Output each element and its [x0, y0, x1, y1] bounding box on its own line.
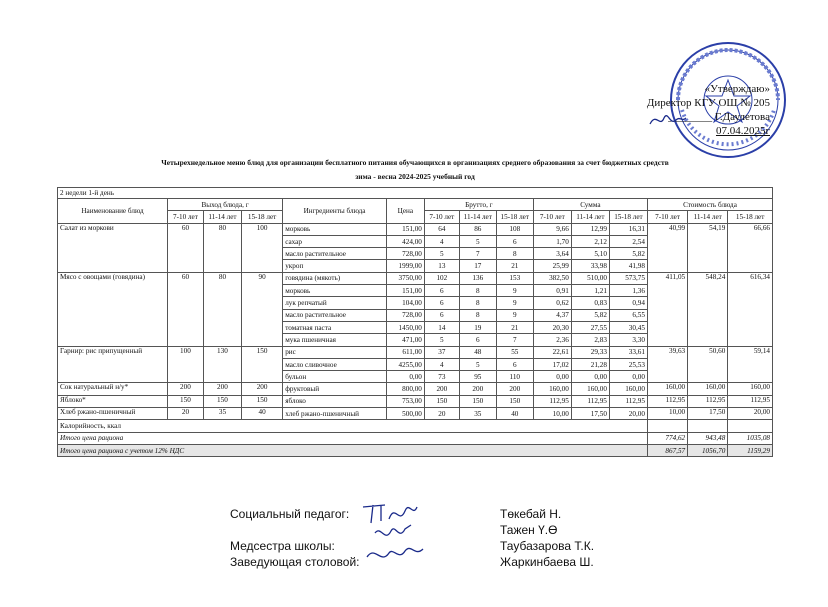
brutto-value: 19: [459, 321, 496, 333]
dish-cost: 10,00: [647, 408, 687, 420]
dish-name: Мясо с овощами (говядина): [58, 272, 168, 346]
sig-role-canteen: Заведующая столовой:: [230, 555, 360, 569]
header-brutto: Брутто, г: [424, 199, 533, 211]
ingredient-price: 728,00: [386, 248, 424, 260]
calories-value: [688, 420, 728, 432]
sum-value: 510,00: [571, 272, 609, 284]
ingredient: рис: [283, 346, 387, 358]
ingredient-price: 424,00: [386, 235, 424, 247]
sum-value: 25,99: [533, 260, 571, 272]
table-row: [58, 346, 773, 358]
ingredient: морковь: [283, 285, 387, 297]
brutto-value: 4: [424, 358, 459, 370]
brutto-value: 153: [496, 272, 533, 284]
dish-output: 80: [203, 223, 241, 272]
dish-cost: 160,00: [688, 383, 728, 395]
calories-row: [58, 420, 773, 432]
header-price: Цена: [386, 199, 424, 224]
dish-cost: 39,63: [647, 346, 687, 383]
dish-output: 150: [241, 395, 282, 407]
ingredient: масло растительное: [283, 309, 387, 321]
brutto-value: 200: [424, 383, 459, 395]
dish-output: 130: [203, 346, 241, 383]
dish-cost: 160,00: [728, 383, 773, 395]
sum-value: 112,95: [609, 395, 647, 407]
sum-value: 0,00: [533, 371, 571, 383]
brutto-value: 6: [424, 297, 459, 309]
dish-name: Сок натуральный н/у*: [58, 383, 168, 395]
approval-date: 07.04.2025г: [715, 125, 770, 137]
dish-output: 150: [241, 346, 282, 383]
sum-value: 4,37: [533, 309, 571, 321]
ingredient: томатная паста: [283, 321, 387, 333]
ingredient-price: 471,00: [386, 334, 424, 346]
sum-value: 160,00: [571, 383, 609, 395]
header-dish: Наименование блюд: [58, 199, 168, 224]
brutto-value: 5: [459, 235, 496, 247]
brutto-value: 6: [424, 309, 459, 321]
dish-output: 35: [203, 408, 241, 420]
dish-output: 100: [241, 223, 282, 272]
brutto-value: 9: [496, 297, 533, 309]
ingredient-price: 753,00: [386, 395, 424, 407]
sum-value: 29,33: [571, 346, 609, 358]
dish-output: 200: [167, 383, 203, 395]
dish-output: 100: [167, 346, 203, 383]
sum-value: 33,61: [609, 346, 647, 358]
director-signature: [648, 110, 688, 130]
dish-output: 40: [241, 408, 282, 420]
sig-name-social-2: Тажен Ү.Ө: [500, 523, 558, 537]
total-row: [58, 432, 773, 444]
brutto-value: 110: [496, 371, 533, 383]
sum-value: 33,98: [571, 260, 609, 272]
ingredient-price: 151,00: [386, 223, 424, 235]
brutto-value: 37: [424, 346, 459, 358]
sum-value: 17,50: [571, 408, 609, 420]
sig-name-nurse: Таубазарова Т.К.: [500, 539, 595, 553]
total-vat-value: 1056,70: [688, 444, 728, 456]
sum-value: 112,95: [533, 395, 571, 407]
sum-value: 2,12: [571, 235, 609, 247]
dish-cost: 20,00: [728, 408, 773, 420]
header-age: 11-14 лет: [688, 211, 728, 223]
header-age: 11-14 лет: [459, 211, 496, 223]
handwritten-signatures: [355, 495, 445, 575]
document-title: Четырехнедельное меню блюд для организации бесплатного питания обучающихся в организациях среднего образования за счет бюджетных средств: [161, 158, 669, 167]
sum-value: 112,95: [571, 395, 609, 407]
brutto-value: 8: [459, 285, 496, 297]
sum-value: 25,53: [609, 358, 647, 370]
brutto-value: 8: [459, 297, 496, 309]
header-age: 15-18 лет: [609, 211, 647, 223]
ingredient: говядина (мякоть): [283, 272, 387, 284]
brutto-value: 21: [496, 321, 533, 333]
sum-value: 2,83: [571, 334, 609, 346]
menu-table-body: [58, 188, 773, 457]
ingredient-price: 151,00: [386, 285, 424, 297]
sig-role-social: Социальный педагог:: [230, 507, 350, 521]
sum-value: 1,36: [609, 285, 647, 297]
brutto-value: 21: [496, 260, 533, 272]
sum-value: 20,00: [609, 408, 647, 420]
ingredient: укроп: [283, 260, 387, 272]
approval-signature-line: ________ Г.Даулетова: [668, 111, 770, 123]
week-day-row: [58, 188, 773, 199]
table-row: [58, 408, 773, 420]
dish-cost: 160,00: [647, 383, 687, 395]
total-vat-row: [58, 444, 773, 456]
sum-value: 9,66: [533, 223, 571, 235]
dish-cost: 548,24: [688, 272, 728, 346]
sum-value: 5,10: [571, 248, 609, 260]
dish-output: 90: [241, 272, 282, 346]
brutto-value: 200: [459, 383, 496, 395]
brutto-value: 102: [424, 272, 459, 284]
header-age: 11-14 лет: [203, 211, 241, 223]
dish-cost: 17,50: [688, 408, 728, 420]
sum-value: 1,70: [533, 235, 571, 247]
table-row: [58, 395, 773, 407]
sum-value: 16,31: [609, 223, 647, 235]
sum-value: 12,99: [571, 223, 609, 235]
calories-label: Калорийность, ккал: [58, 420, 648, 432]
dish-cost: 66,66: [728, 223, 773, 272]
dish-cost: 54,19: [688, 223, 728, 272]
header-cost: Стоимость блюда: [647, 199, 772, 211]
sum-value: 160,00: [609, 383, 647, 395]
brutto-value: 9: [496, 309, 533, 321]
sum-value: 0,00: [571, 371, 609, 383]
document-subtitle: зима - весна 2024-2025 учебный год: [355, 172, 475, 181]
dish-output: 60: [167, 223, 203, 272]
sum-value: 5,82: [571, 309, 609, 321]
ingredient-price: 611,00: [386, 346, 424, 358]
sum-value: 17,02: [533, 358, 571, 370]
sum-value: 2,54: [609, 235, 647, 247]
ingredient: яблоко: [283, 395, 387, 407]
dish-cost: 50,60: [688, 346, 728, 383]
brutto-value: 73: [424, 371, 459, 383]
dish-output: 200: [203, 383, 241, 395]
brutto-value: 8: [459, 309, 496, 321]
sum-value: 10,00: [533, 408, 571, 420]
brutto-value: 20: [424, 408, 459, 420]
brutto-value: 150: [496, 395, 533, 407]
brutto-value: 5: [424, 334, 459, 346]
brutto-value: 55: [496, 346, 533, 358]
brutto-value: 6: [459, 334, 496, 346]
header-row-1: [58, 199, 773, 211]
sum-value: 0,91: [533, 285, 571, 297]
calories-value: [647, 420, 687, 432]
brutto-value: 150: [459, 395, 496, 407]
total-vat-value: 867,57: [647, 444, 687, 456]
brutto-value: 7: [496, 334, 533, 346]
brutto-value: 86: [459, 223, 496, 235]
brutto-value: 13: [424, 260, 459, 272]
dish-name: Хлеб ржано-пшеничный: [58, 408, 168, 420]
sum-value: 5,82: [609, 248, 647, 260]
sig-role-nurse: Медсестра школы:: [230, 539, 335, 553]
brutto-value: 136: [459, 272, 496, 284]
dish-name: Салат из моркови: [58, 223, 168, 272]
ingredient: фруктовый: [283, 383, 387, 395]
total-value: 1035,08: [728, 432, 773, 444]
brutto-value: 7: [459, 248, 496, 260]
sum-value: 41,98: [609, 260, 647, 272]
sum-value: 382,50: [533, 272, 571, 284]
brutto-value: 5: [459, 358, 496, 370]
total-vat-value: 1159,29: [728, 444, 773, 456]
sum-value: 21,28: [571, 358, 609, 370]
dish-cost: 112,95: [647, 395, 687, 407]
header-age: 15-18 лет: [241, 211, 282, 223]
brutto-value: 48: [459, 346, 496, 358]
brutto-value: 8: [496, 248, 533, 260]
header-age: 15-18 лет: [728, 211, 773, 223]
brutto-value: 6: [496, 235, 533, 247]
sum-value: 6,55: [609, 309, 647, 321]
header-age: 7-10 лет: [424, 211, 459, 223]
header-age: 15-18 лет: [496, 211, 533, 223]
ingredient: бульон: [283, 371, 387, 383]
ingredient-price: 1999,00: [386, 260, 424, 272]
ingredient-price: 500,00: [386, 408, 424, 420]
dish-output: 80: [203, 272, 241, 346]
sum-value: 573,75: [609, 272, 647, 284]
approval-title: «Утверждаю»: [704, 83, 770, 95]
ingredient: лук репчатый: [283, 297, 387, 309]
table-row: [58, 272, 773, 284]
brutto-value: 17: [459, 260, 496, 272]
sum-value: 20,30: [533, 321, 571, 333]
ingredient: хлеб ржано-пшеничный: [283, 408, 387, 420]
dish-cost: 112,95: [728, 395, 773, 407]
header-ingredients: Ингредиенты блюда: [283, 199, 387, 224]
dish-output: 60: [167, 272, 203, 346]
table-row: [58, 223, 773, 235]
calories-value: [728, 420, 773, 432]
brutto-value: 14: [424, 321, 459, 333]
brutto-value: 108: [496, 223, 533, 235]
dish-output: 150: [167, 395, 203, 407]
brutto-value: 200: [496, 383, 533, 395]
sum-value: 1,21: [571, 285, 609, 297]
dish-output: 20: [167, 408, 203, 420]
dish-cost: 411,05: [647, 272, 687, 346]
brutto-value: 4: [424, 235, 459, 247]
ingredient-price: 104,00: [386, 297, 424, 309]
ingredient-price: 728,00: [386, 309, 424, 321]
dish-cost: 59,14: [728, 346, 773, 383]
ingredient-price: 3750,00: [386, 272, 424, 284]
brutto-value: 64: [424, 223, 459, 235]
total-value: 943,48: [688, 432, 728, 444]
sum-value: 3,30: [609, 334, 647, 346]
dish-output: 200: [241, 383, 282, 395]
total-value: 774,62: [647, 432, 687, 444]
brutto-value: 6: [424, 285, 459, 297]
brutto-value: 6: [496, 358, 533, 370]
sum-value: 22,61: [533, 346, 571, 358]
sig-name-social-1: Төкебай Н.: [500, 507, 562, 521]
dish-name: Яблоко*: [58, 395, 168, 407]
header-output: Выход блюда, г: [167, 199, 282, 211]
table-row: [58, 383, 773, 395]
week-day: 2 недели 1-й день: [58, 188, 773, 199]
approval-director: Г.Даулетова: [714, 111, 770, 123]
sum-value: 27,55: [571, 321, 609, 333]
header-age: 7-10 лет: [533, 211, 571, 223]
ingredient: масло сливочное: [283, 358, 387, 370]
header-sum: Сумма: [533, 199, 647, 211]
header-age: 7-10 лет: [647, 211, 687, 223]
brutto-value: 150: [424, 395, 459, 407]
sum-value: 160,00: [533, 383, 571, 395]
menu-table: [57, 187, 773, 457]
sum-value: 0,00: [609, 371, 647, 383]
ingredient-price: 4255,00: [386, 358, 424, 370]
total-label: Итого цена рациона: [58, 432, 648, 444]
approval-position: Директор КГУ ОШ № 205: [646, 97, 770, 109]
total-vat-label: Итого цена рациона с учетом 12% НДС: [58, 444, 648, 456]
brutto-value: 35: [459, 408, 496, 420]
sum-value: 3,64: [533, 248, 571, 260]
brutto-value: 95: [459, 371, 496, 383]
ingredient: морковь: [283, 223, 387, 235]
sum-value: 2,36: [533, 334, 571, 346]
ingredient: мука пшеничная: [283, 334, 387, 346]
header-age: 11-14 лет: [571, 211, 609, 223]
sum-value: 0,62: [533, 297, 571, 309]
dish-name: Гарнир: рис припущенный: [58, 346, 168, 383]
brutto-value: 9: [496, 285, 533, 297]
dish-cost: 616,34: [728, 272, 773, 346]
sum-value: 0,94: [609, 297, 647, 309]
brutto-value: 5: [424, 248, 459, 260]
dish-cost: 112,95: [688, 395, 728, 407]
ingredient-price: 1450,00: [386, 321, 424, 333]
sum-value: 30,45: [609, 321, 647, 333]
dish-output: 150: [203, 395, 241, 407]
dish-cost: 40,99: [647, 223, 687, 272]
ingredient-price: 800,00: [386, 383, 424, 395]
ingredient: масло растительное: [283, 248, 387, 260]
header-age: 7-10 лет: [167, 211, 203, 223]
brutto-value: 40: [496, 408, 533, 420]
sig-name-canteen: Жаркинбаева Ш.: [500, 555, 594, 569]
ingredient: сахар: [283, 235, 387, 247]
sum-value: 0,83: [571, 297, 609, 309]
ingredient-price: 0,00: [386, 371, 424, 383]
